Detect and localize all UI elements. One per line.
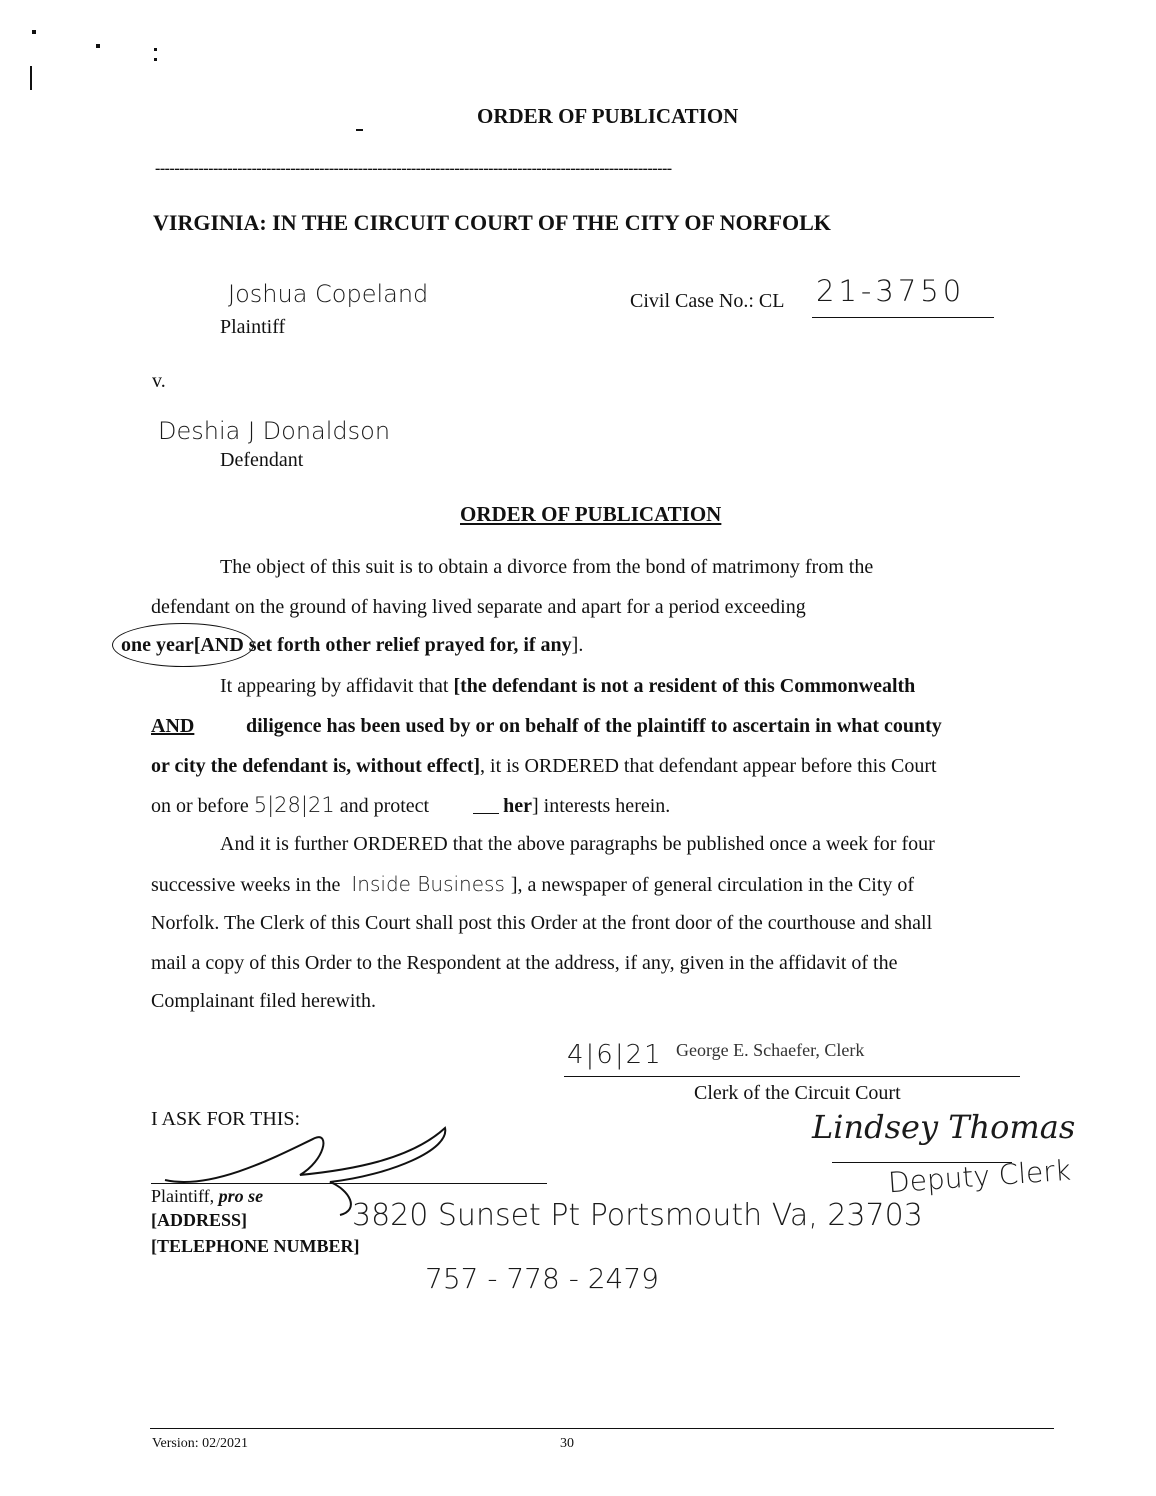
dashed-separator: -----------------------------------------------------------------------------------------------------------: [155, 160, 672, 177]
deputy-clerk-signature: Lindsey Thomas: [812, 1108, 1076, 1146]
court-heading: VIRGINIA: IN THE CIRCUIT COURT OF THE CITY OF NORFOLK: [153, 210, 831, 235]
clerk-signature-line: [564, 1076, 1020, 1077]
p2-line4-her: her: [503, 795, 532, 817]
p2-line4: [151, 793, 670, 818]
circled-term: one year: [121, 634, 194, 656]
p3-line5: Complainant filed herewith.: [151, 990, 376, 1012]
case-number-handwritten: 21-3750: [816, 274, 966, 308]
p3-line2-b: ], a newspaper of general circulation in the City of: [510, 874, 915, 896]
telephone-handwritten: 757 - 778 - 2479: [425, 1262, 659, 1295]
address-handwritten: 3820 Sunset Pt Portsmouth Va, 23703: [352, 1198, 923, 1233]
p2-line2: diligence has been used by or on behalf of the plaintiff to ascertain in what county: [246, 715, 942, 737]
p2-line4-c: ] interests herein.: [532, 795, 671, 817]
defendant-label: Defendant: [220, 449, 304, 471]
version-label: Version: 02/2021: [152, 1436, 249, 1451]
newspaper-name-handwritten: Inside Business: [351, 872, 505, 896]
p1-bracket-bold: [AND set forth other relief prayed for, if any: [193, 634, 572, 656]
p2-line3: [151, 755, 937, 778]
plaintiff-label-text: Plaintiff,: [151, 1186, 219, 1206]
case-number-underline: [812, 317, 994, 318]
clerk-title: Clerk of the Circuit Court: [694, 1082, 901, 1104]
scan-mark-dash: [356, 129, 363, 131]
telephone-label: [TELEPHONE NUMBER]: [151, 1236, 360, 1256]
p1-line3: [121, 634, 583, 657]
p1-line2: defendant on the ground of having lived separate and apart for a period exceeding: [151, 596, 806, 618]
p2-line1: [220, 675, 915, 698]
p3-line2: [151, 872, 914, 897]
case-number-label: Civil Case No.: CL: [630, 290, 785, 312]
p2-line1-b: [the defendant is not a resident of this Commonwealth: [453, 675, 916, 697]
p3-line4: mail a copy of this Order to the Respondent at the address, if any, given in the affidavit of the: [151, 952, 898, 974]
plaintiff-signature-line: [151, 1183, 547, 1184]
p2-line4-a: on or before: [151, 795, 249, 817]
versus-label: v.: [152, 370, 166, 392]
p2-line3-rest: , it is ORDERED that defendant appear before this Court: [480, 755, 937, 777]
p3-line3: Norfolk. The Clerk of this Court shall post this Order at the front door of the courthouse and shall: [151, 912, 933, 934]
defendant-name-handwritten: Deshia J Donaldson: [158, 417, 391, 445]
scan-mark-dot: [32, 30, 36, 34]
scan-mark-dot: [154, 48, 157, 51]
order-title: ORDER OF PUBLICATION: [460, 502, 722, 526]
plaintiff-pro-se-label: [151, 1186, 263, 1207]
deputy-clerk-title-handwritten: Deputy Clerk: [887, 1153, 1072, 1200]
blank-line: [473, 813, 499, 814]
p2-line1-a: It appearing by affidavit that: [220, 675, 454, 697]
p1-bracket-end: ].: [571, 634, 584, 656]
pro-se-text: pro se: [218, 1186, 264, 1206]
p2-line4-b: and protect: [339, 795, 430, 817]
page-number: 30: [560, 1436, 574, 1451]
appearance-date-handwritten: 5|28|21: [253, 793, 335, 817]
p2-and: AND: [151, 715, 195, 737]
address-label: [ADDRESS]: [151, 1210, 248, 1230]
scan-mark-dot: [96, 44, 100, 48]
p3-line2-a: successive weeks in the: [151, 874, 341, 896]
p3-line1: And it is further ORDERED that the above paragraphs be published once a week for four: [220, 833, 935, 855]
plaintiff-label: Plaintiff: [220, 316, 286, 338]
signed-date-handwritten: 4|6|21: [567, 1040, 663, 1070]
ask-for-this-label: I ASK FOR THIS:: [151, 1108, 301, 1130]
plaintiff-name-handwritten: Joshua Copeland: [228, 280, 429, 308]
scan-mark-left: [30, 66, 32, 90]
footer-rule: [150, 1428, 1054, 1429]
document-title: ORDER OF PUBLICATION: [477, 104, 739, 128]
clerk-name-stamp: George E. Schaefer, Clerk: [676, 1040, 865, 1060]
scan-mark-dot: [154, 58, 157, 61]
p1-line1: The object of this suit is to obtain a divorce from the bond of matrimony from the: [220, 556, 874, 578]
p2-line3-bold: or city the defendant is, without effect]: [151, 755, 481, 777]
